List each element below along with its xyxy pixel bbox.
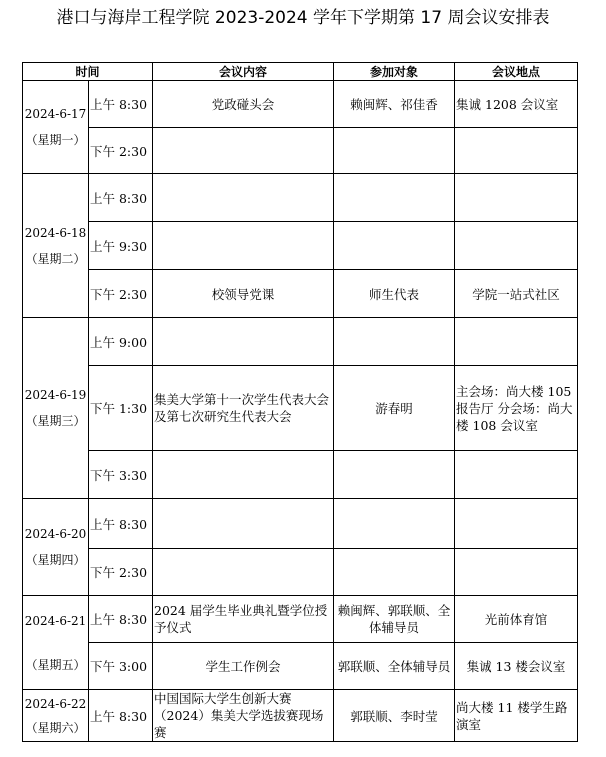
content-cell — [153, 549, 334, 596]
date-text: 2024-6-21 — [24, 613, 87, 628]
table-row — [23, 81, 578, 128]
time-cell: 下午 2:30 — [89, 549, 153, 596]
participants-cell — [334, 318, 455, 366]
time-cell: 上午 8:30 — [89, 499, 153, 549]
content-cell — [153, 318, 334, 366]
location-cell: 主会场：尚大楼 105 报告厅 分会场：尚大楼 108 会议室 — [455, 366, 578, 451]
time-cell: 下午 2:30 — [89, 270, 153, 318]
location-cell: 光前体育馆 — [455, 596, 578, 643]
meeting-schedule-table — [22, 62, 578, 742]
table-row — [23, 174, 578, 222]
location-cell: 学院一站式社区 — [455, 270, 578, 318]
date-cell — [23, 318, 89, 499]
location-cell — [455, 128, 578, 174]
date-text: 2024-6-19 — [24, 388, 87, 402]
time-cell: 上午 8:30 — [89, 690, 153, 742]
time-cell: 上午 9:30 — [89, 222, 153, 270]
table-row — [23, 549, 578, 596]
content-cell — [153, 222, 334, 270]
location-cell — [455, 549, 578, 596]
time-cell: 上午 8:30 — [89, 174, 153, 222]
participants-cell — [334, 499, 455, 549]
table-row — [23, 222, 578, 270]
time-cell: 上午 8:30 — [89, 596, 153, 643]
table-row — [23, 596, 578, 643]
weekday-text: （星期五） — [25, 657, 86, 672]
time-cell: 上午 8:30 — [89, 81, 153, 128]
table-row — [23, 451, 578, 499]
weekday-text: （星期四） — [25, 553, 86, 567]
time-cell: 下午 2:30 — [89, 128, 153, 174]
table-row — [23, 690, 578, 742]
participants-cell — [334, 128, 455, 174]
location-cell: 集诚 1208 会议室 — [455, 81, 578, 128]
header-time: 时间 — [23, 63, 153, 81]
content-cell — [153, 128, 334, 174]
participants-cell — [334, 451, 455, 499]
location-cell — [455, 451, 578, 499]
header-location: 会议地点 — [455, 63, 578, 81]
location-cell: 尚大楼 11 楼学生路演室 — [455, 690, 578, 742]
time-cell: 下午 3:00 — [89, 643, 153, 690]
date-text: 2024-6-20 — [24, 527, 87, 541]
table-row — [23, 499, 578, 549]
date-cell — [23, 499, 89, 596]
content-cell: 党政碰头会 — [153, 81, 334, 128]
participants-cell — [334, 174, 455, 222]
weekday-text: （星期三） — [25, 414, 86, 428]
participants-cell — [334, 549, 455, 596]
date-cell — [23, 596, 89, 690]
participants-cell: 郭联顺、李时莹 — [334, 690, 455, 742]
location-cell: 集诚 13 楼会议室 — [455, 643, 578, 690]
time-cell: 下午 3:30 — [89, 451, 153, 499]
participants-cell: 游春明 — [334, 366, 455, 451]
table-row — [23, 128, 578, 174]
location-cell — [455, 318, 578, 366]
content-cell — [153, 174, 334, 222]
content-cell: 中国国际大学生创新大赛（2024）集美大学选拔赛现场赛 — [153, 690, 334, 742]
participants-cell: 赖闽辉、祁佳香 — [334, 81, 455, 128]
content-cell: 校领导党课 — [153, 270, 334, 318]
participants-cell: 赖闽辉、郭联顺、全体辅导员 — [334, 596, 455, 643]
content-cell: 集美大学第十一次学生代表大会及第七次研究生代表大会 — [153, 366, 334, 451]
participants-cell: 师生代表 — [334, 270, 455, 318]
header-content: 会议内容 — [153, 63, 334, 81]
content-cell — [153, 499, 334, 549]
header-row — [23, 63, 578, 81]
table-row — [23, 643, 578, 690]
date-cell — [23, 81, 89, 174]
location-cell — [455, 174, 578, 222]
weekday-text: （星期二） — [25, 251, 86, 266]
date-text: 2024-6-22 — [24, 696, 87, 711]
participants-cell — [334, 222, 455, 270]
table-row — [23, 318, 578, 366]
date-text: 2024-6-18 — [24, 225, 87, 240]
page-title: 港口与海岸工程学院 2023-2024 学年下学期第 17 周会议安排表 — [56, 8, 550, 28]
content-cell — [153, 451, 334, 499]
date-text: 2024-6-17 — [24, 107, 87, 121]
location-cell — [455, 499, 578, 549]
header-participants: 参加对象 — [334, 63, 455, 81]
table-row — [23, 270, 578, 318]
weekday-text: （星期一） — [25, 133, 86, 147]
content-cell: 2024 届学生毕业典礼暨学位授予仪式 — [153, 596, 334, 643]
weekday-text: （星期六） — [25, 720, 86, 735]
participants-cell: 郭联顺、全体辅导员 — [334, 643, 455, 690]
table-row — [23, 366, 578, 451]
content-cell: 学生工作例会 — [153, 643, 334, 690]
time-cell: 上午 9:00 — [89, 318, 153, 366]
location-cell — [455, 222, 578, 270]
date-cell — [23, 690, 89, 742]
date-cell — [23, 174, 89, 318]
time-cell: 下午 1:30 — [89, 366, 153, 451]
